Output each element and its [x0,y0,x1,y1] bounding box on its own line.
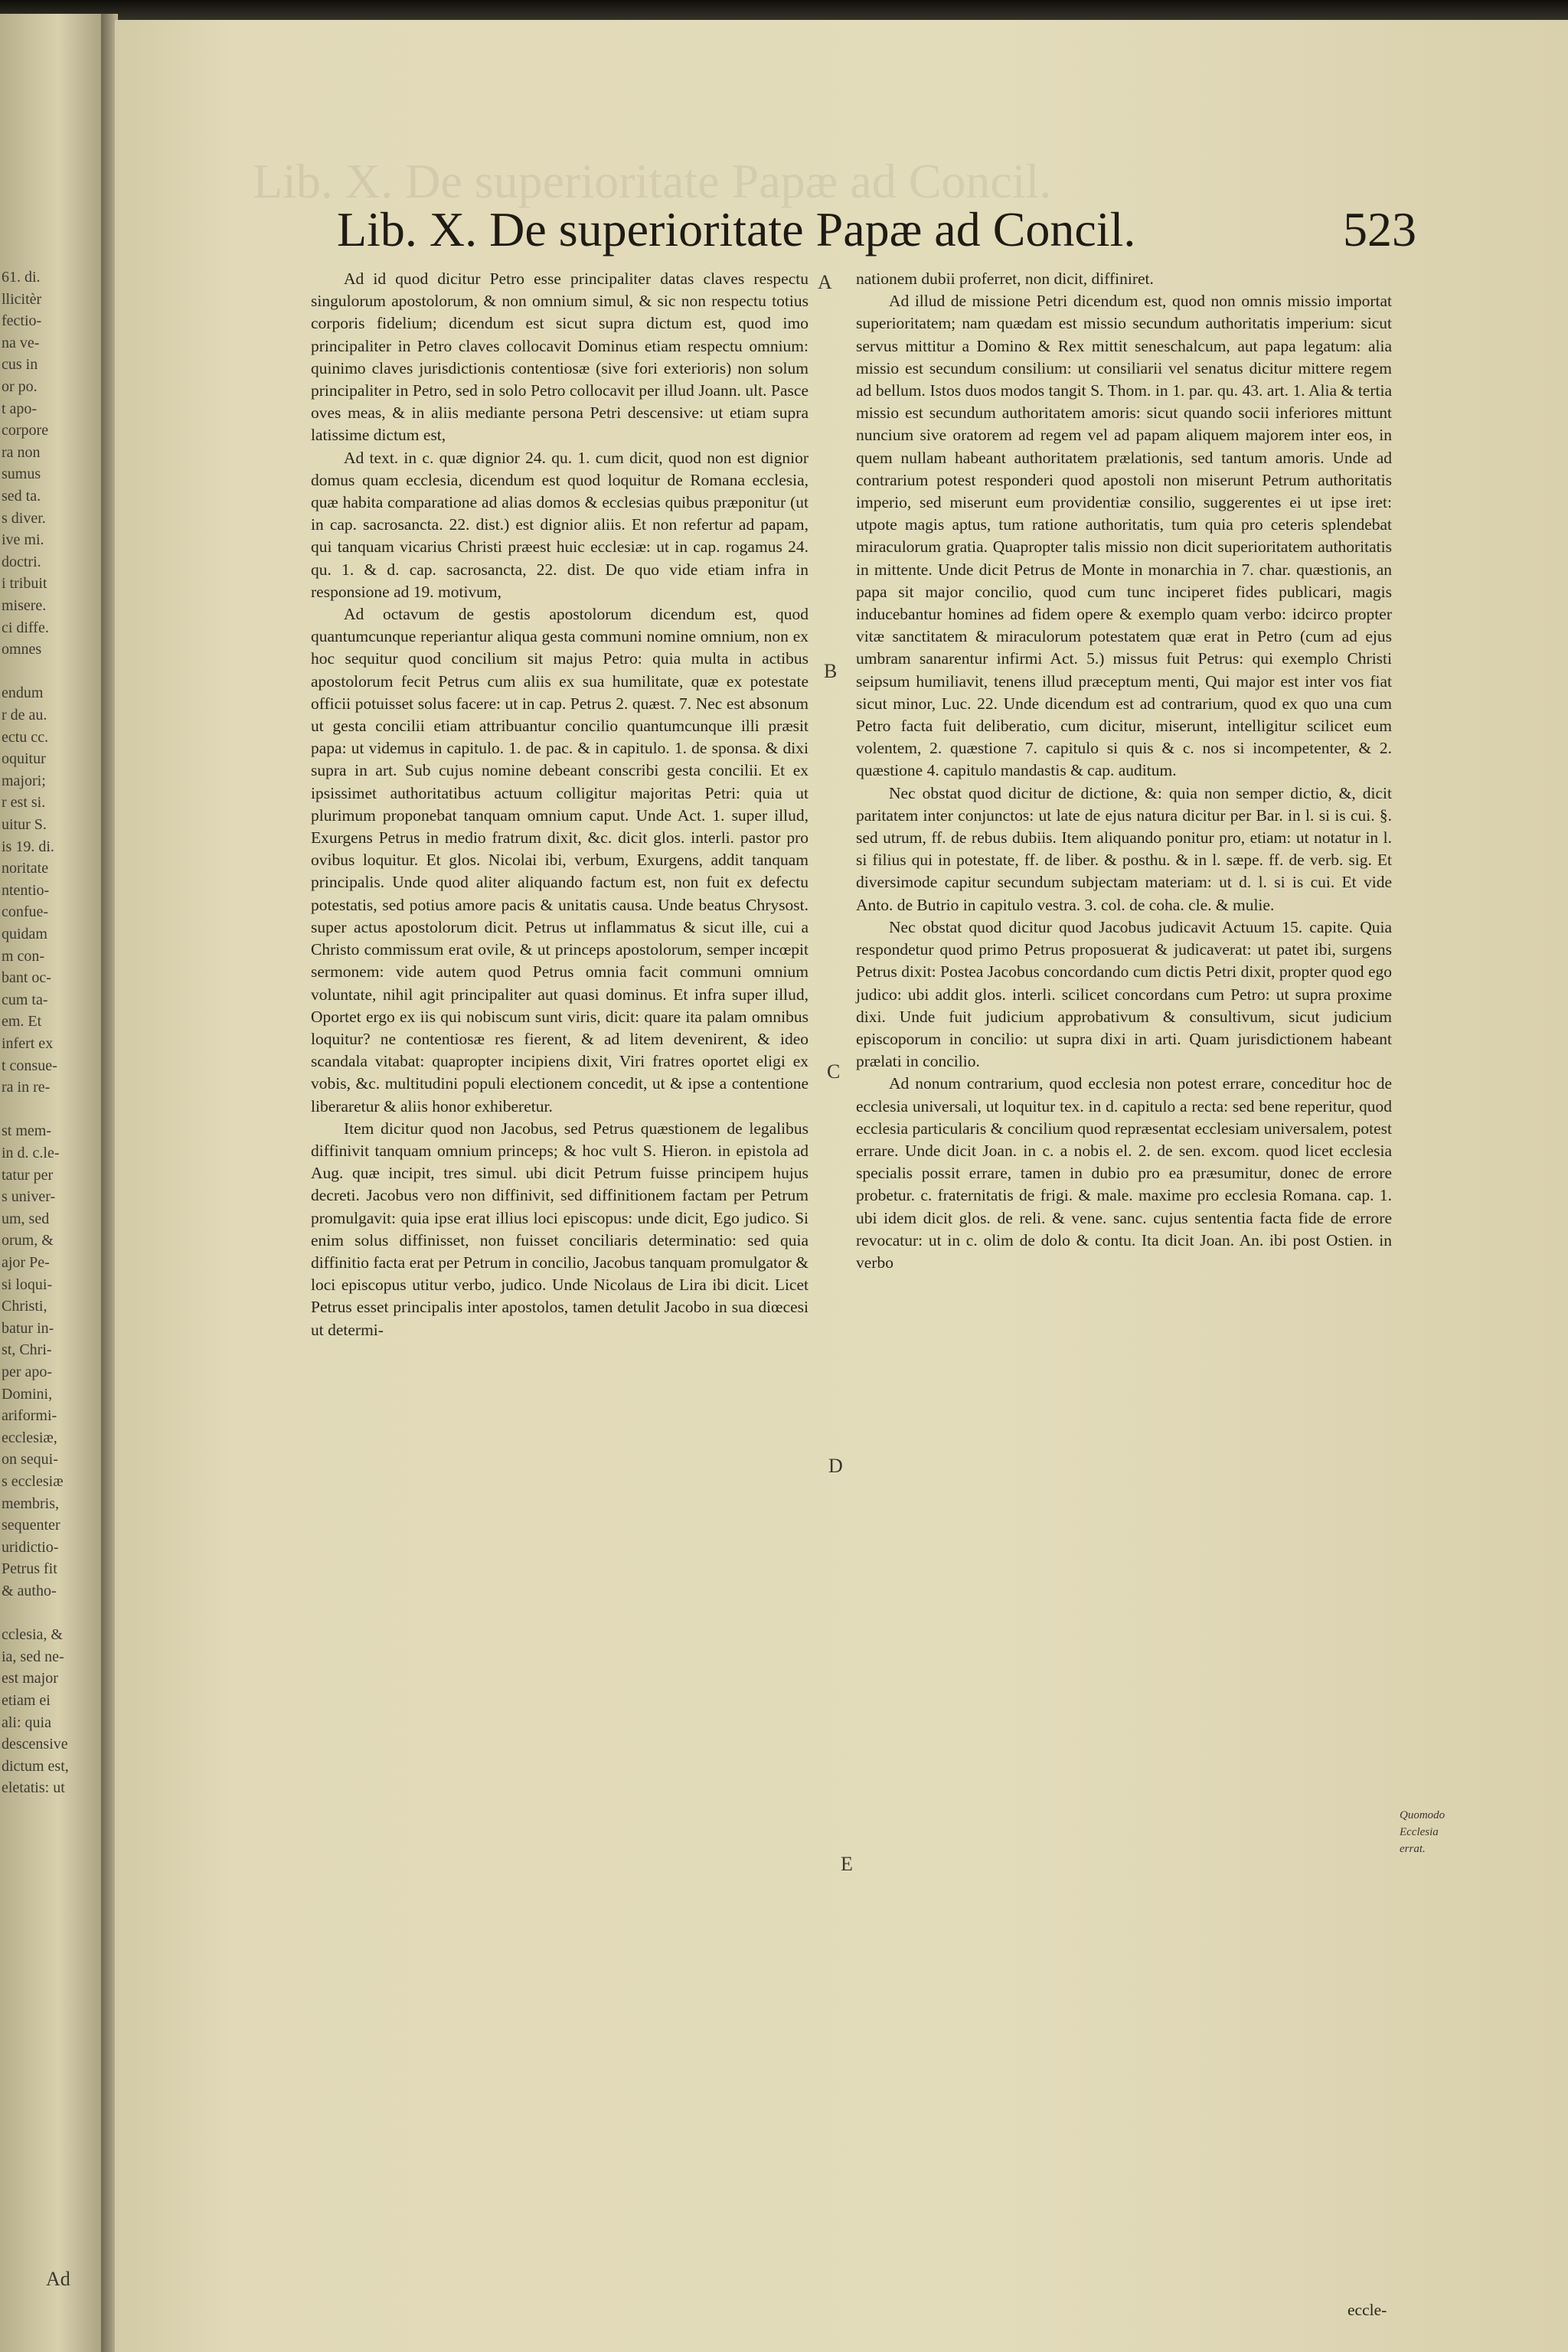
left-page-fragment: 61. di. [2,269,41,286]
left-page-fragment: ci diffe. [2,619,49,636]
left-page-fragment: cclesia, & [2,1626,63,1644]
left-page-fragment: tatur per [2,1166,54,1184]
left-page-fragment: fectio- [2,312,42,330]
left-page-fragment: ia, sed ne- [2,1648,64,1665]
left-page-fragment: batur in- [2,1319,54,1337]
left-page-fragment: confue- [2,903,49,921]
left-page-fragment: ali: quia [2,1713,51,1731]
left-page-fragment: sumus [2,466,41,483]
left-page-fragment: ariformi- [2,1407,57,1425]
running-header [337,194,1424,265]
paragraph: Ad nonum contrarium, quod ecclesia non potest errare, conceditur hoc de ecclesia universali, ut loquitur tex. in d. capitulo a recta: sed bene reperitur, quod ecclesia particularis & concilium quod repræsentat ecclesiam universalem, potest errare. Unde dicit Joan. in c. a nobis el. 2. de sen. excom. quod licet ecclesia specialis possit errare, tamen in dubio pro ea præsumitur, donec de errore probetur. c. fraternitatis de frigi. & male. maxime pro ecclesia Romana. cap. 1. ubi idem dicit glos. de reli. & vene. sanc. cujus sententia facta fide de errore revocatur: ut in c. olim de dolo & contu. Ita dicit Joan. An. ibi post Ostien. in verbo [856,1074,1392,1272]
left-page-fragment: in d. c.le- [2,1145,60,1161]
left-page-fragment: endum [2,684,44,702]
left-page-edge [0,14,106,2352]
left-page-fragment: em. Et [2,1013,42,1031]
left-page-fragment: misere. [2,597,47,614]
left-page-fragment: ntentio- [2,881,50,899]
paragraph: Ad illud de missione Petri dicendum est, quod non omnis missio importat superioritatem; nam quædam est missio secundum authoritatis imperium: sicut servus mittitur a Domino & Rex mittit seneschalcum, aut papa legatum: alia missio est secundum consilium: ut consiliarii vel senatus dicitur mittere regem ad bellum. Istos duos modos tangit S. Thom. in 1. par. qu. 43. art. 1. Alia & tertia missio est secundum authoritatem amoris: sicut quando socii inferiores mittunt nuncium sive oratorem ad regem vel ad papam aliquem majorem inter eos, in quem nullam habeant authoritatem prælationis, sed tantum amoris. Unde ad contrarium potest responderi quod apostoli non miserunt Petrum authoritatis imperio, sed miserunt eum providentiæ consilio, suggerentes ei ut ipse iret: utpote magis aptus, tum ratione authoritatis, tum quia pro ceteris splendebat miraculorum gratia. Quapropter talis missio non dicit superioritatem authoritatis in mittente. Unde dicit Petrus de Monte in monarchia in 7. char. quæstionis, an papa sit major concilio, quod cum tunc inciperet fides publicari, magis inducebantur homines ad fidem opere & exemplo quam verbo: idcirco propter vitæ sanctitatem & miraculorum potestatem quæ erat in Petro (cum ad ejus umbram sanarentur infirmi Act. 5.) missus fuit Petrus: qui exemplo Christi seipsum humiliavit, tenens illud præceptum menti, Qui major est inter vos fiat sicut minor, Luc. 22. Unde dicendum est ad contrarium, quod ex quo una cum Petro facta fuit deliberatio, cum dicitur, miserunt, intelligitur scilicet eum volentem, 2. quæstione 7. capitulo si quis & c. nos si incompetenter, & 2. quæstione 4. capitulo mandastis & cap. auditum. [856,292,1392,780]
paragraph: nationem dubii proferret, non dicit, diffiniret. [856,270,1154,288]
column-marker-c: C [827,1060,841,1083]
catchword: eccle- [1348,2301,1387,2319]
right-text-column [856,268,1392,1274]
left-page-fragment: Domini, [2,1385,53,1403]
left-page-fragment: membris, [2,1494,59,1512]
column-marker-b: B [824,660,838,682]
left-page-fragment: s univer- [2,1188,56,1206]
left-page-fragment: majori; [2,772,46,789]
left-page-fragment: si loqui- [2,1276,53,1293]
left-page-fragment: r de au. [2,707,47,724]
left-page-fragment: s ecclesiæ [2,1473,64,1490]
left-page-fragment: bant oc- [2,969,51,987]
left-page-fragment: uitur S. [2,816,47,833]
left-page-fragment: cus in [2,356,38,374]
left-page-fragment: noritate [2,860,49,877]
column-marker-d: D [828,1455,843,1477]
left-page-fragment: st mem- [2,1122,51,1140]
left-text-column [311,268,808,1341]
left-page-fragment: orum, & [2,1232,54,1250]
left-page-fragment: Christi, [2,1298,47,1315]
left-page-fragment: ecclesiæ, [2,1429,57,1446]
show-through-header: Lib. X. De superioritate Papæ ad Concil. [253,154,1052,208]
left-page-fragment: or po. [2,378,38,395]
left-page-fragment: etiam ei [2,1692,51,1709]
left-page-fragment: est major [2,1670,58,1687]
left-page-fragment: oquitur [2,750,46,768]
left-page-fragment: ajor Pe- [2,1254,50,1271]
left-page-fragment: llicitèr [2,290,42,308]
paragraph: Nec obstat quod dicitur quod Jacobus judicavit Actuum 15. capite. Quia respondetur quod primo Petrus proposuerat & judicaverat: ut patet ibi, surgens Petrus dixit: Postea Jacobus concordando cum dictis Petri dixit, propter quod ego judico: ubi addit glos. interli. scilicet concordans cum Petro: ut supra proxime dixi. Unde fuit judicium approbativum & consultivum, sicut judicium episcoporum in concilio: ut supra dixi in arti. Quam jurisdictionem habeant prælati in concilio. [856,917,1392,1071]
left-page-fragment: sequenter [2,1517,60,1534]
left-page-fragment: t consue- [2,1057,57,1074]
left-page-fragment: ive mi. [2,531,44,549]
left-page-fragment: descensive [2,1736,68,1753]
left-page-fragment: ra non [2,443,41,461]
left-page-fragment: m con- [2,947,45,965]
left-page-fragment: & autho- [2,1583,57,1599]
left-page-fragment: s diver. [2,509,46,527]
column-marker-e: E [841,1853,853,1875]
left-page-fragment: cum ta- [2,991,48,1008]
left-page-fragment: corpore [2,422,49,439]
left-page-fragment: eletatis: ut [2,1779,65,1797]
left-page-fragment: Petrus fit [2,1560,57,1578]
left-page-fragment: uridictio- [2,1538,59,1556]
left-page-fragment: st, Chri- [2,1341,52,1359]
left-page-fragment: on sequi- [2,1451,58,1468]
left-page-fragment: is 19. di. [2,838,54,855]
left-page-fragment: ra in re- [2,1079,51,1096]
left-page-catchword: Ad [46,2268,70,2290]
left-page-fragment: t apo- [2,400,38,417]
left-page-fragment: dictum est, [2,1757,69,1775]
left-page-fragment: um, sed [2,1210,50,1227]
left-page-fragment: doctri. [2,553,41,570]
left-page-fragment: omnes [2,641,42,658]
page-number: 523 [1343,202,1416,256]
column-marker-a: A [818,271,832,293]
left-page-fragment: r est si. [2,794,46,812]
running-title: Lib. X. De superioritate Papæ ad Concil. [337,202,1136,256]
left-page-fragment: na ve- [2,334,40,351]
left-page-fragment: per apo- [2,1364,53,1380]
left-page-fragment: i tribuit [2,575,47,593]
left-page-fragment: quidam [2,926,47,942]
left-page-fragment: ectu cc. [2,728,49,746]
paragraph: Item dicitur quod non Jacobus, sed Petrus quæstionem de legalibus diffinivit tanquam omnium princeps; & hoc vult S. Hieron. in epistola ad Aug. quæ incipit, tres simul. ubi dicit Petrum fuisse principem hujus decreti. Jacobus vero non diffinivit, sed diffinitionem factam per Petrum promulgavit: quia ipse erat illius loci episcopus: unde dicit, Ego judico. Si enim solus diffinisset, non fuisset conciliaris determinatio: sed quia diffinitio facta erat per Petrum in concilio, Jacobus tanquam promulgator & loci episcopus utitur verbo, judico. Unde Nicolaus de Lira ibi dicit. Licet Petrus esset principalis inter apostolos, tamen detulit Jacobo in sua diœcesi ut determi- [311,1119,808,1339]
left-page-fragment: infert ex [2,1035,54,1052]
paragraph: Ad text. in c. quæ dignior 24. qu. 1. cum dicit, quod non est dignior domus quam ecclesia, dicendum est quod loquitur de Romana ecclesia, quæ habita comparatione ad alias domos & ecclesias quibus præponitur (ut in cap. sacrosancta. 22. dist.) est dignior aliis. Et non refertur ad papam, qui tanquam vicarius Christi præest huic ecclesiæ: ut in cap. rogamus 24. qu. 1. & d. cap. sacrosancta, 22. dist. De quo vide etiam infra in responsione ad 19. motivum, [311,448,808,601]
paragraph: Nec obstat quod dicitur de dictione, &: quia non semper dictio, &, dicit paritatem inter conjunctos: ut late de ejus natura dicitur per Bar. in l. si is cui. §. sed utrum, ff. de rebus dubiis. Item aliquando ponitur pro, etiam: ut notatur in l. si filius qui in potestate, ff. de liber. & posthu. & in l. sæpe. ff. de verb. sig. Et diversimode capitur secundum subjectam materiam: ut d. l. si is cui. Et vide Anto. de Butrio in capitulo vestra. 3. col. de coha. cle. & mulie. [856,783,1392,914]
paragraph: Ad id quod dicitur Petro esse principaliter datas claves respectu singulorum apostolorum, & non omnium simul, & sic non respectu totius corporis fidelium; dicendum est sicut supra dictum est, quod imo principaliter in Petro claves collocavit Dominus etiam respectu omnium: quinimo claves jurisdictionis contentiosæ (sive fori exterioris) non solum principaliter in Petro, sed in solo Petro collocavit per illud Joann. ult. Pasce oves meas, & in aliis mediante persona Petri descensive: ut etiam supra latissime dictum est, [311,270,808,445]
paragraph: Ad octavum de gestis apostolorum dicendum est, quod quantumcunque reperiantur aliqua gesta communi nomine omnium, non ex hoc sequitur quod concilium sit majus Petro: quia multa in actibus apostolorum fecit Petrus cum aliis ex sua humilitate, quæ ex potestate officii potuisset solus facere: ut in cap. Petrus 2. quæst. 7. Nec est absonum ut gesta concilii etiam attribuantur concilio quantumcunque illi præsit papa: ut videmus in capitulo. 1. de pac. & in capitulo. 1. de sponsa. & dixi supra in art. Sub cujus nomine debeant conscribi gesta concilii. Et ex ipsissimet authoritatibus actuum colligitur majoritas Petri: quia ut plurimum proponebat tanquam omnium caput. Unde Act. 1. super illud, Exurgens Petrus in medio fratrum dixit, &c. dicit glos. interli. pastor pro ovibus loquitur. Et glos. Nicolai ibi, verbum, Exurgens, addit tanquam principalis. Unde quod aliter aliquando factum est, non fuit ex defectu potestatis, sed potius amore pacis & unitatis causa. Unde beatus Chrysost. super actus apostolorum dicit. Petrus ut inflammatus & sicut ille, cui a Christo commissum erat ovile, & ut princeps apostolorum, semper incœpit sermonem: vide autem quod Petrus omnia facit communi omnium voluntate, nihil agit principaliter aut quasi dominus. Et infra super illud, Oportet ergo ex iis qui nobiscum sunt viris, dicit: quare ita palam omnibus loquitur? ne contentiosæ res fierent, & ad litem devenirent, & ideo scandala vitabat: quapropter incipiens dixit, Viri fratres oportet eligi ex vobis, &c. multitudini populi electionem concedit, ut & ipse a contentione liberaretur & aliis honor exhiberetur. [311,605,808,1116]
margin-note: Quomodo Ecclesia errat. [1400,1809,1446,1855]
left-page-fragment: sed ta. [2,488,41,505]
